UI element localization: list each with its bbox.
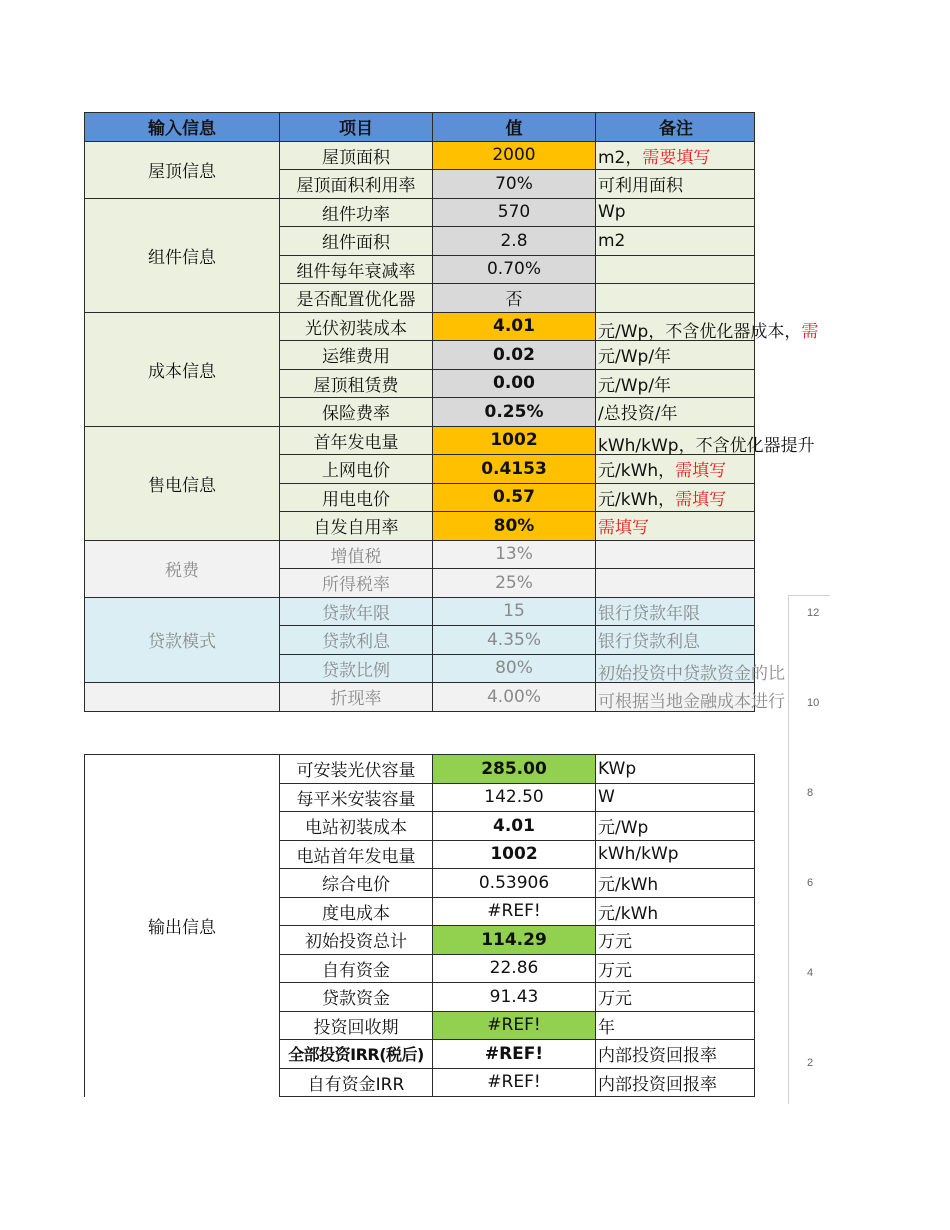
item-cell: 电站初装成本	[280, 812, 433, 841]
table-row	[85, 683, 755, 712]
feed-in-price-input[interactable]: 0.4153	[433, 455, 596, 484]
group-empty	[85, 683, 280, 712]
note-cell	[596, 255, 755, 284]
group-sales: 售电信息	[85, 426, 280, 540]
note-cell: 元/Wp	[596, 812, 755, 841]
equity-irr-cell[interactable]: #REF!	[433, 1068, 596, 1097]
note-text: 可根据当地金融成本进行	[598, 692, 785, 712]
self-consumption-input[interactable]: 80%	[433, 512, 596, 541]
item-cell: 屋顶面积利用率	[280, 170, 433, 199]
group-tax: 税费	[85, 540, 280, 597]
note-cell	[596, 284, 755, 313]
insurance-rate-cell[interactable]: 0.25%	[433, 398, 596, 427]
table-row	[85, 141, 755, 170]
table-row	[85, 597, 755, 626]
note-cell	[596, 426, 815, 456]
note-required: 需要填写	[642, 147, 711, 168]
loan-ratio-cell[interactable]: 80%	[433, 654, 596, 683]
module-degradation-cell[interactable]: 0.70%	[433, 255, 596, 284]
note-text: 元/kWh，	[598, 461, 676, 482]
module-area-cell[interactable]: 2.8	[433, 227, 596, 256]
note-cell: 元/Wp/年	[596, 341, 755, 370]
item-cell: 电站首年发电量	[280, 840, 433, 869]
note-cell: 可利用面积	[596, 170, 755, 199]
note-cell: KWp	[596, 755, 755, 784]
note-cell: m2	[596, 227, 755, 256]
item-cell: 全部投资IRR(税后)	[280, 1040, 433, 1069]
item-cell: 上网电价	[280, 455, 433, 484]
item-cell: 折现率	[280, 683, 433, 712]
header-item: 项目	[280, 113, 433, 142]
item-cell: 贷款比例	[280, 654, 433, 683]
om-cost-cell[interactable]: 0.02	[433, 341, 596, 370]
install-cost-input[interactable]: 4.01	[433, 312, 596, 341]
note-cell: 银行贷款利息	[596, 626, 755, 655]
group-cost: 成本信息	[85, 312, 280, 426]
equity-cell[interactable]: 22.86	[433, 954, 596, 983]
item-cell: 度电成本	[280, 897, 433, 926]
roof-utilization-cell[interactable]: 70%	[433, 170, 596, 199]
item-cell: 屋顶租赁费	[280, 369, 433, 398]
note-cell	[596, 540, 755, 569]
item-cell: 贷款资金	[280, 983, 433, 1012]
roof-area-input[interactable]: 2000	[433, 141, 596, 170]
module-power-cell[interactable]: 570	[433, 198, 596, 227]
group-output: 输出信息	[85, 755, 280, 1097]
item-cell: 贷款年限	[280, 597, 433, 626]
note-cell: 万元	[596, 954, 755, 983]
table-row	[85, 755, 755, 784]
note-cell: 年	[596, 1011, 755, 1040]
item-cell: 投资回收期	[280, 1011, 433, 1040]
item-cell: 贷款利息	[280, 626, 433, 655]
y-axis-tick: 8	[807, 787, 814, 799]
project-irr-cell[interactable]: #REF!	[433, 1040, 596, 1069]
y-axis-tick: 2	[807, 1057, 814, 1069]
note-required: 需	[801, 321, 819, 342]
note-cell	[596, 455, 755, 484]
note-cell: 万元	[596, 926, 755, 955]
item-cell: 初始投资总计	[280, 926, 433, 955]
y-axis-tick: 10	[807, 697, 820, 709]
note-required: 需填写	[598, 518, 649, 539]
note-cell	[596, 654, 785, 684]
optimizer-cell[interactable]: 否	[433, 284, 596, 313]
table-row	[85, 426, 755, 455]
note-cell: 元/kWh	[596, 869, 755, 898]
item-cell: 每平米安装容量	[280, 783, 433, 812]
payback-period-cell[interactable]: #REF!	[433, 1011, 596, 1040]
item-cell: 光伏初装成本	[280, 312, 433, 341]
table-row	[85, 198, 755, 227]
item-cell: 首年发电量	[280, 426, 433, 455]
capacity-per-sqm-cell[interactable]: 142.50	[433, 783, 596, 812]
item-cell: 自有资金IRR	[280, 1068, 433, 1097]
item-cell: 综合电价	[280, 869, 433, 898]
table-row	[85, 312, 755, 341]
item-cell: 自有资金	[280, 954, 433, 983]
item-cell: 是否配置优化器	[280, 284, 433, 313]
station-generation-cell[interactable]: 1002	[433, 840, 596, 869]
vat-cell[interactable]: 13%	[433, 540, 596, 569]
capacity-cell[interactable]: 285.00	[433, 755, 596, 784]
item-cell: 运维费用	[280, 341, 433, 370]
header-note: 备注	[596, 113, 755, 142]
note-required: 需填写	[675, 489, 727, 510]
note-cell	[596, 141, 755, 170]
note-cell	[596, 483, 755, 512]
y-axis-tick: 12	[807, 607, 820, 619]
note-overflow	[598, 317, 818, 342]
table-row	[85, 540, 755, 569]
note-cell: W	[596, 783, 755, 812]
header-input-info: 输入信息	[85, 113, 280, 142]
loan-amount-cell[interactable]: 91.43	[433, 983, 596, 1012]
consumption-price-input[interactable]: 0.57	[433, 483, 596, 512]
note-cell	[596, 512, 755, 541]
item-cell: 可安装光伏容量	[280, 755, 433, 784]
note-cell: 元/Wp/年	[596, 369, 755, 398]
note-cell	[596, 312, 819, 342]
output-table	[84, 754, 755, 1097]
note-cell: 内部投资回报率	[596, 1068, 755, 1097]
note-cell	[596, 683, 785, 712]
note-cell: 元/kWh	[596, 897, 755, 926]
loan-interest-cell[interactable]: 4.35%	[433, 626, 596, 655]
first-year-generation-input[interactable]: 1002	[433, 426, 596, 455]
header-value: 值	[433, 113, 596, 142]
item-cell: 用电电价	[280, 483, 433, 512]
note-text: m2，	[598, 147, 643, 168]
note-cell: 银行贷款年限	[596, 597, 755, 626]
item-cell: 组件面积	[280, 227, 433, 256]
income-tax-cell[interactable]: 25%	[433, 569, 596, 598]
note-cell: 万元	[596, 983, 755, 1012]
item-cell: 增值税	[280, 540, 433, 569]
lcoe-cell[interactable]: #REF!	[433, 897, 596, 926]
note-cell: Wp	[596, 198, 755, 227]
chart-partial[interactable]	[788, 595, 832, 1104]
total-investment-cell[interactable]: 114.29	[433, 926, 596, 955]
note-text: 元/Wp，不含优化器成本，	[598, 321, 802, 342]
y-axis-tick: 4	[807, 967, 814, 979]
note-cell	[596, 569, 755, 598]
blended-price-cell[interactable]: 0.53906	[433, 869, 596, 898]
note-cell: /总投资/年	[596, 398, 755, 427]
discount-rate-cell[interactable]: 4.00%	[433, 683, 596, 712]
item-cell: 自发自用率	[280, 512, 433, 541]
item-cell: 组件每年衰减率	[280, 255, 433, 284]
item-cell: 屋顶面积	[280, 141, 433, 170]
loan-term-cell[interactable]: 15	[433, 597, 596, 626]
header-row	[85, 113, 755, 142]
page-clip	[830, 0, 950, 1230]
note-text: 元/kWh，	[598, 489, 676, 510]
y-axis-tick: 6	[807, 877, 814, 889]
group-module: 组件信息	[85, 198, 280, 312]
item-cell: 保险费率	[280, 398, 433, 427]
station-cost-cell[interactable]: 4.01	[433, 812, 596, 841]
note-text: 初始投资中贷款资金的比	[598, 663, 785, 684]
note-text: kWh/kWp，不含优化器提升	[598, 435, 815, 456]
item-cell: 组件功率	[280, 198, 433, 227]
roof-rent-cell[interactable]: 0.00	[433, 369, 596, 398]
note-required: 需填写	[675, 461, 727, 482]
group-roof: 屋顶信息	[85, 141, 280, 198]
group-loan: 贷款模式	[85, 597, 280, 683]
item-cell: 所得税率	[280, 569, 433, 598]
note-cell: kWh/kWp	[596, 840, 755, 869]
note-cell: 内部投资回报率	[596, 1040, 755, 1069]
